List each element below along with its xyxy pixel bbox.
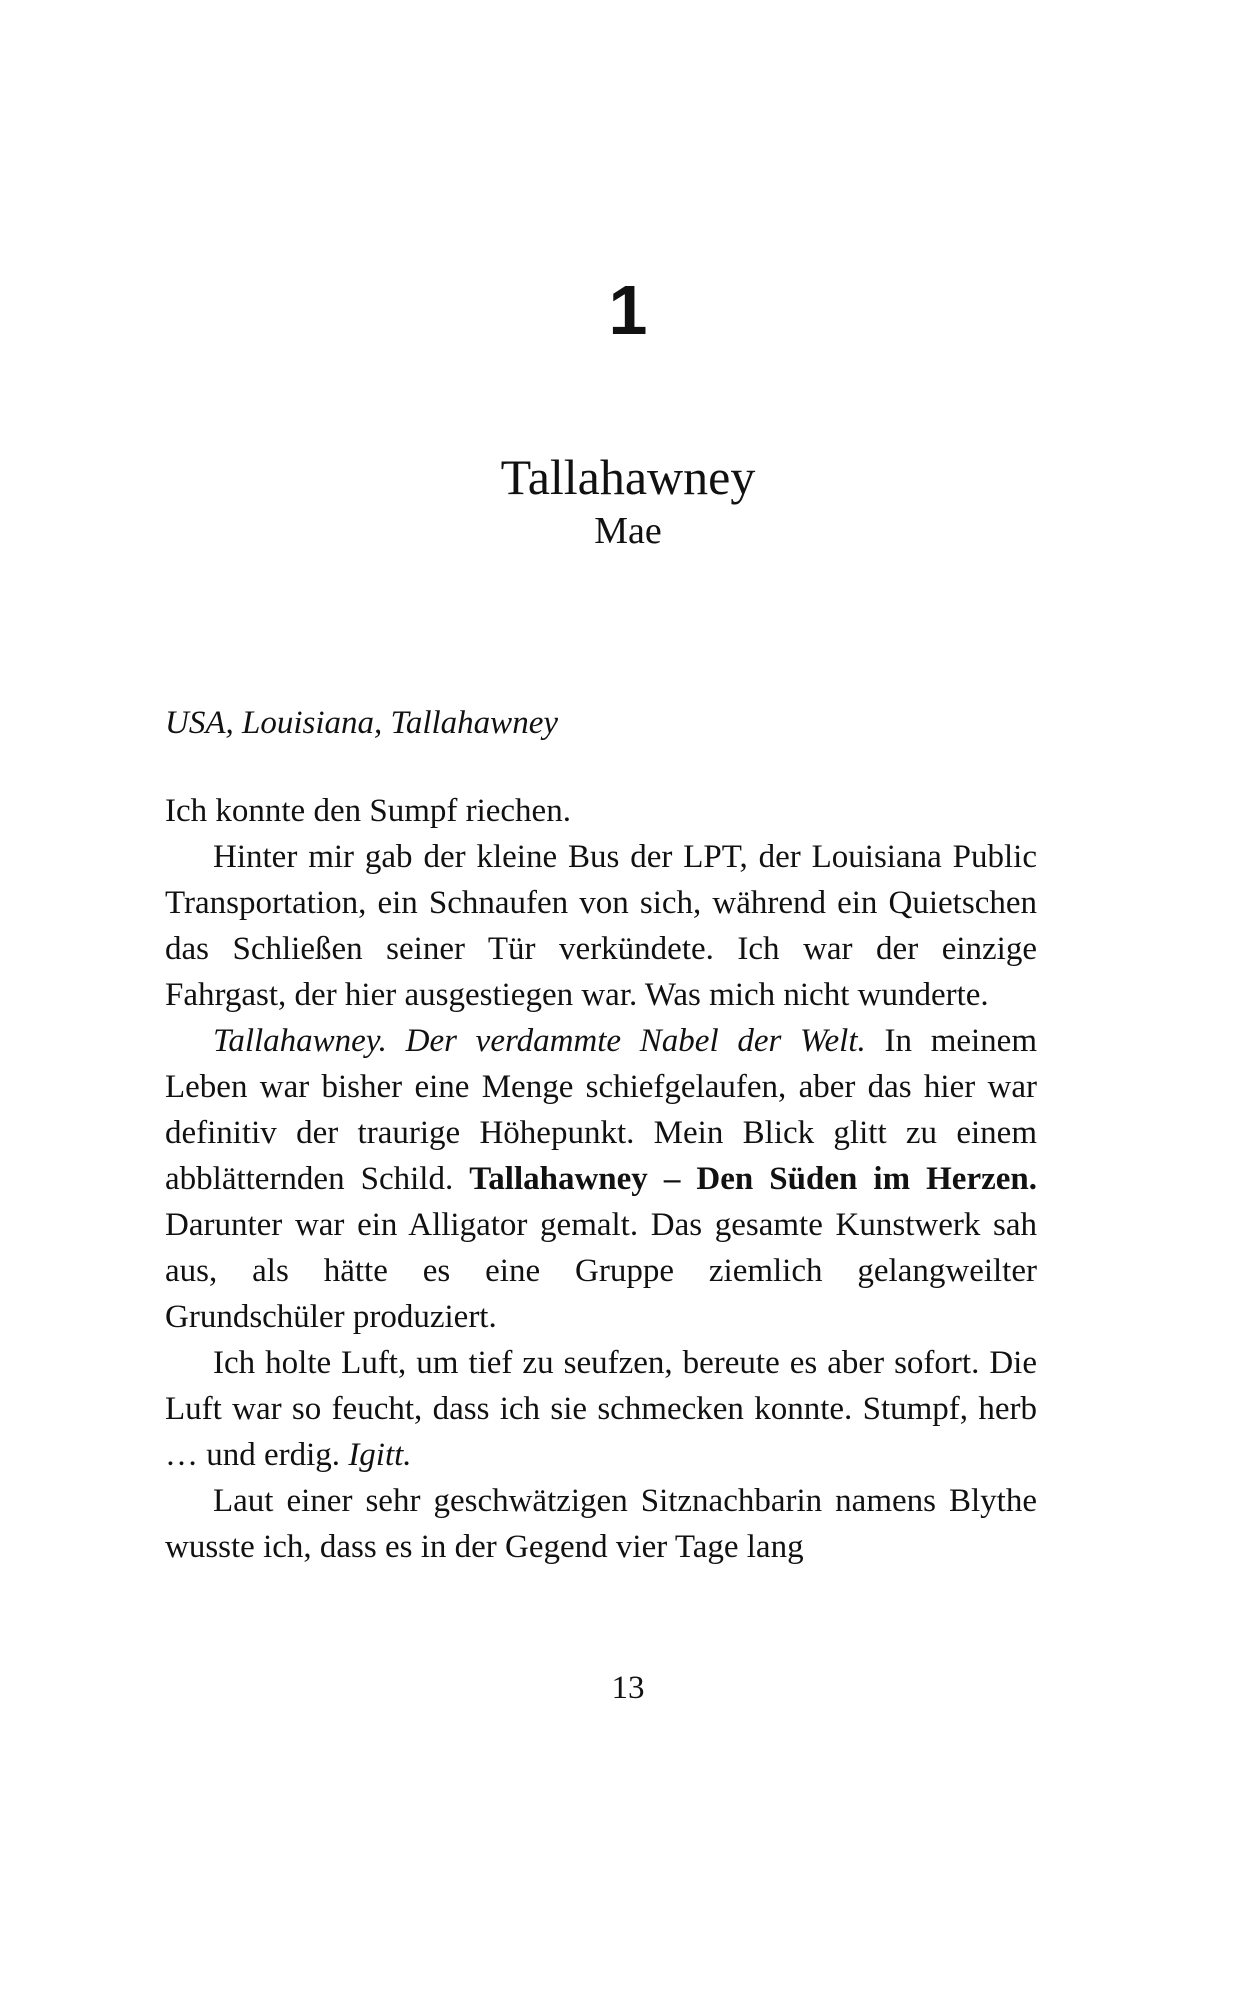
paragraph-1: Ich konnte den Sumpf riechen. (165, 793, 571, 829)
page-number: 13 (611, 1670, 645, 1706)
paragraph-4 (165, 1340, 1037, 1478)
paragraph-text: Ich holte Luft, um tief zu seufzen, bereute es aber sofort. Die Luft war so feucht, dass ich sie schmecken konnte. Stumpf, herb … und erdig. (165, 1345, 1037, 1473)
paragraph-3 (165, 1018, 1037, 1340)
location-line: USA, Louisiana, Tallahawney (165, 705, 558, 741)
chapter-title: Tallahawney (500, 449, 756, 505)
paragraph-5: Laut einer sehr geschwätzigen Sitznachbarin namens Blythe wusste ich, dass es in der Gegend vier Tage lang (165, 1483, 1037, 1565)
chapter-number: 1 (608, 271, 648, 349)
chapter-subtitle: Mae (594, 510, 662, 552)
body-text (165, 788, 1037, 1570)
paragraph-text: In meinem Leben war bisher eine Menge schiefgelaufen, aber das hier war definitiv der traurige Höhepunkt. Mein Blick glitt zu einem abblätternden Schild. (165, 1023, 1037, 1197)
sign-text: Tallahawney – Den Süden im Herzen. (469, 1161, 1037, 1197)
paragraph-text: Darunter war ein Alligator gemalt. Das gesamte Kunstwerk sah aus, als hätte es eine Gruppe ziemlich gelangweilter Grundschüler produziert. (165, 1207, 1037, 1335)
paragraph-2: Hinter mir gab der kleine Bus der LPT, der Louisiana Public Transportation, ein Schnaufen von sich, während ein Quietschen das Schließen seiner Tür verkündete. Ich war der einzige Fahrgast, der hier ausgestiegen war. Was mich nicht wunderte. (165, 839, 1037, 1013)
italic-exclamation: Igitt. (348, 1437, 412, 1473)
italic-phrase: Tallahawney. Der verdammte Nabel der Welt. (213, 1023, 866, 1059)
